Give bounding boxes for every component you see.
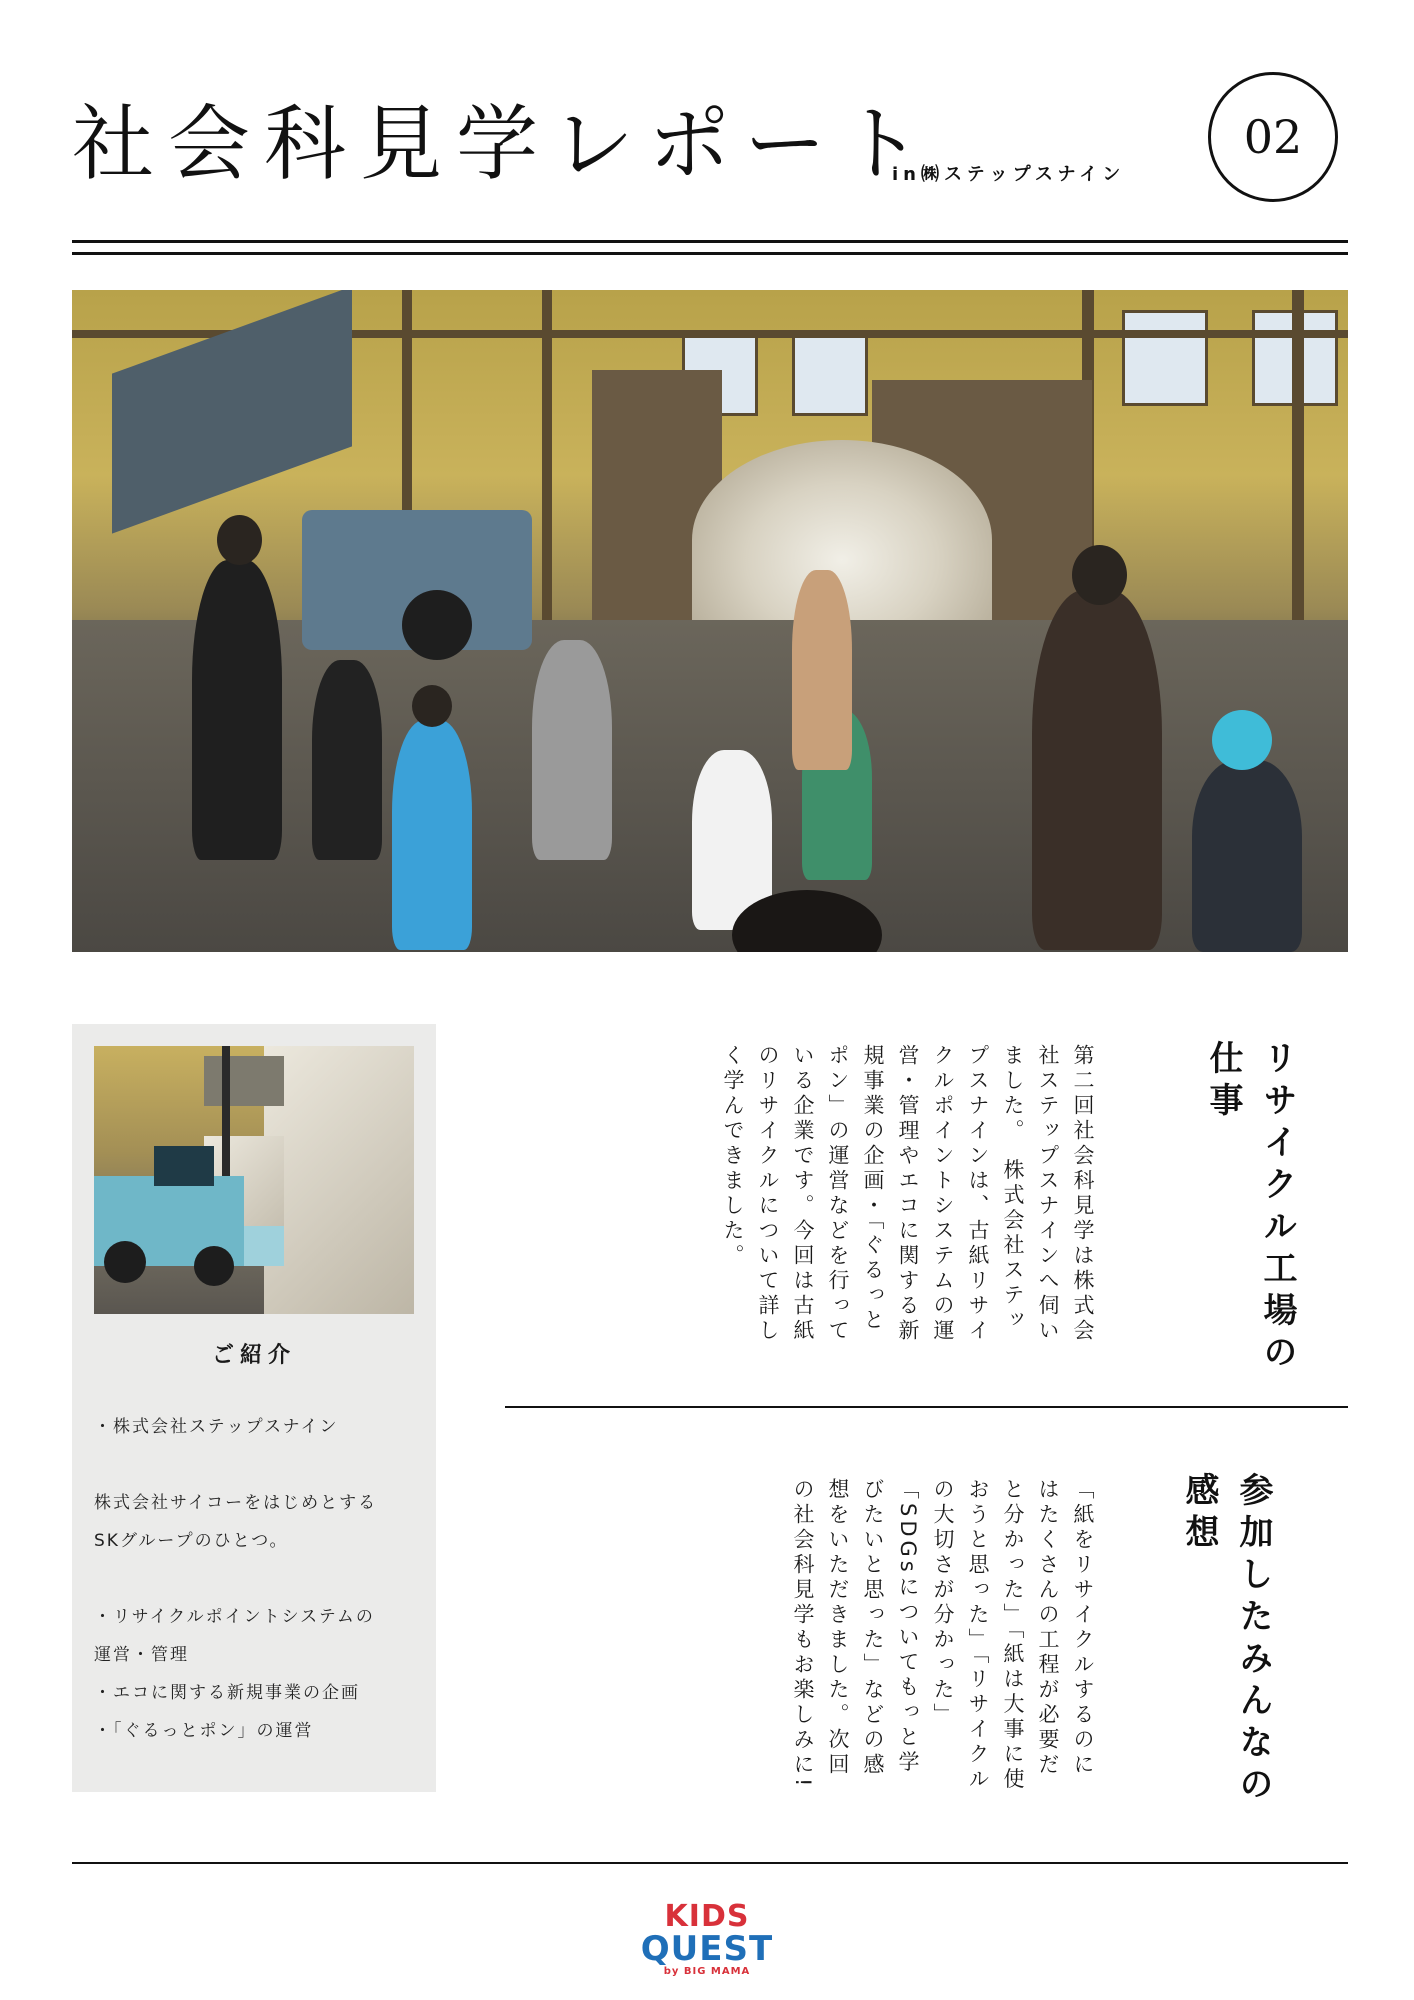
header-rule-bottom xyxy=(72,252,1348,255)
page-title: 社会科見学レポート xyxy=(72,97,937,192)
intro-line-business-3: ・「ぐるっとポン」の運営 xyxy=(94,1721,314,1741)
factory-tour-photo xyxy=(72,290,1348,952)
kids-quest-logo xyxy=(632,1899,782,1984)
logo-line-1: KIDS xyxy=(664,1899,750,1934)
issue-number-badge: 02 xyxy=(1208,72,1338,202)
article1-heading: リサイクル工場の仕事 xyxy=(1203,1040,1297,1376)
intro-line-business-1: ・リサイクルポイントシステムの xyxy=(94,1607,375,1627)
article2-body: 「紙をリサイクルするのにはたくさんの工程が必要だと分かった」「紙は大事に使おうと思った」「リサイクルの大切さが分かった」「SDGsについてもっと学びたいと思った」などの感想をいただきました。次回の社会科見学もお楽しみに! xyxy=(791,1478,1095,1793)
header-rule-top xyxy=(72,240,1348,243)
article1-body: 第二回社会科見学は株式会社ステップスナインへ伺いました。 株式会社ステップスナインは、古紙リサイクルポイントシステムの運営・管理やエコに関する新規事業の企画・「ぐるっとポン」の運営などを行っている企業です。今回は古紙のリサイクルについて詳しく学んできました。 xyxy=(721,1044,1095,1344)
intro-heading: ご紹介 xyxy=(211,1343,296,1368)
footer-rule xyxy=(72,1862,1348,1864)
article-divider xyxy=(505,1406,1348,1408)
intro-line-business-2: ・エコに関する新規事業の企画 xyxy=(94,1683,360,1703)
article2-heading: 参加したみんなの感想 xyxy=(1179,1472,1273,1808)
intro-line-business-1-cont: 運営・管理 xyxy=(94,1645,189,1665)
logo-line-2: QUEST xyxy=(640,1929,774,1969)
forklift-photo xyxy=(94,1046,414,1314)
logo-line-3: by BIG MAMA xyxy=(663,1966,751,1977)
intro-line-company: ・株式会社ステップスナイン xyxy=(94,1417,339,1437)
intro-line-group: 株式会社サイコーをはじめとする xyxy=(94,1493,378,1513)
page-subtitle: in㈱ステップスナイン xyxy=(892,164,1126,185)
intro-line-group-cont: SKグループのひとつ。 xyxy=(94,1531,289,1551)
